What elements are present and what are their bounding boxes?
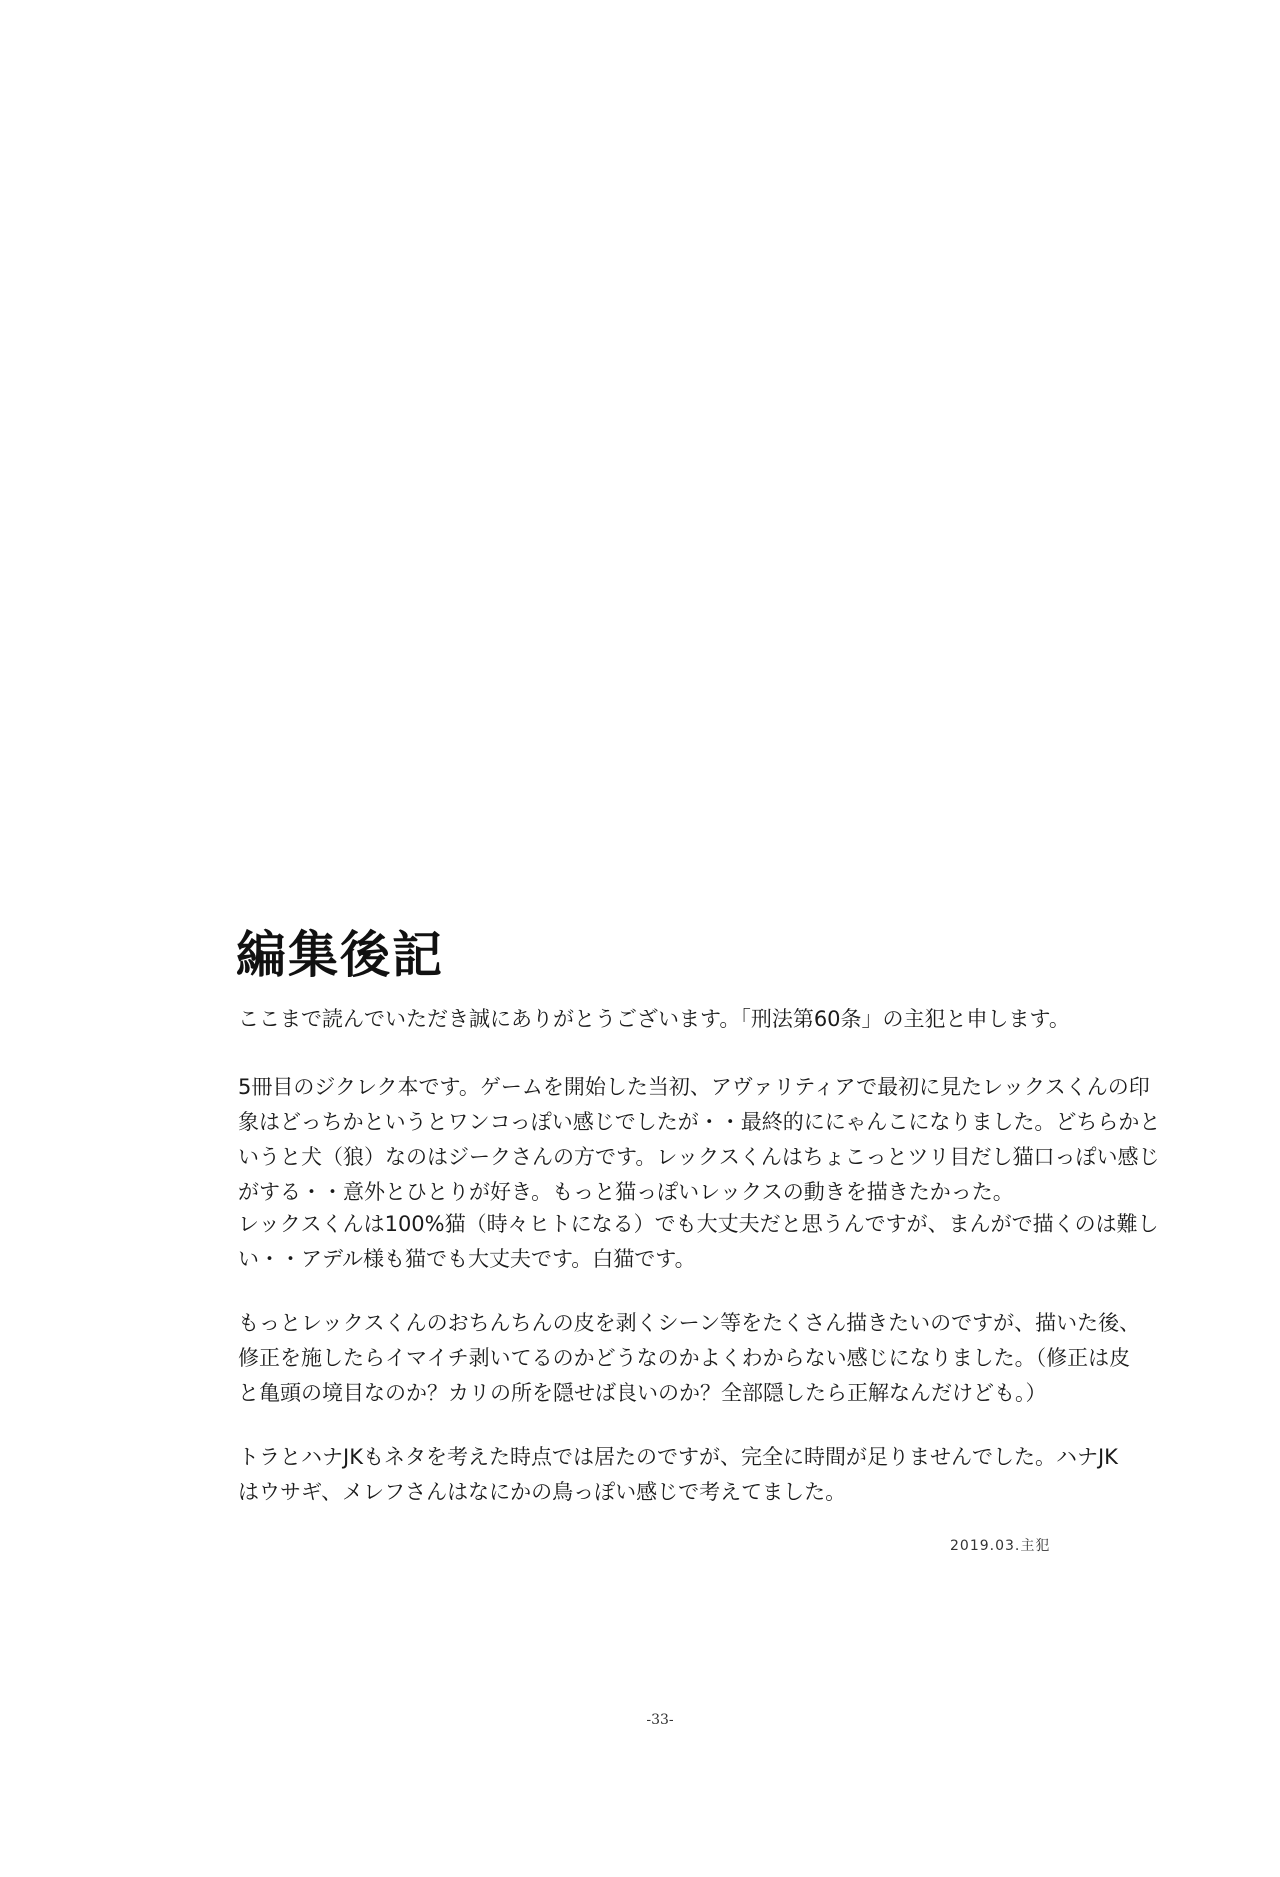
text-line: と亀頭の境目なのか？カリの所を隠せば良いのか？全部隠したら正解なんだけども。）	[238, 1381, 1047, 1405]
text-line: はウサギ、メレフさんはなにかの鳥っぽい感じで考えてました。	[238, 1480, 847, 1504]
text-line: い・・アデル様も猫でも大丈夫です。白猫です。	[238, 1247, 696, 1271]
text-line: トラとハナJKもネタを考えた時点では居たのですが、完全に時間が足りませんでした。ハナJK	[238, 1445, 1118, 1469]
text-line: レックスくんは100%猫（時々ヒトになる）でも大丈夫だと思うんですが、まんがで描くのは難し	[238, 1212, 1159, 1236]
paragraph-cat-comment	[238, 1207, 1159, 1277]
text-line: がする・・意外とひとりが好き。もっと猫っぽいレックスの動きを描きたかった。	[238, 1180, 1014, 1204]
paragraph-drawing-comment	[238, 1306, 1141, 1411]
author-signature: 2019.03.主犯	[950, 1538, 1051, 1554]
text-line: 象はどっちかというとワンコっぽい感じでしたが・・最終的ににゃんこになりました。どちらかと	[238, 1110, 1161, 1134]
text-line: いうと犬（狼）なのはジークさんの方です。レックスくんはちょこっとツリ目だし猫口っぽい感じ	[238, 1145, 1160, 1169]
text-line: ここまで読んでいただき誠にありがとうございます。「刑法第60条」の主犯と申します。	[238, 1007, 1070, 1031]
text-line: もっとレックスくんのおちんちんの皮を剥くシーン等をたくさん描きたいのですが、描いた後、	[238, 1311, 1141, 1335]
paragraph-greeting	[238, 1002, 1070, 1037]
page-title: 編集後記	[236, 925, 444, 984]
page-number: -33-	[646, 1712, 674, 1728]
text-line: 5冊目のジクレク本です。ゲームを開始した当初、アヴァリティアで最初に見たレックスくんの印	[238, 1075, 1150, 1099]
paragraph-closing	[238, 1440, 1118, 1510]
paragraph-book-intro	[238, 1070, 1161, 1210]
text-line: 修正を施したらイマイチ剥いてるのかどうなのかよくわからない感じになりました。（修正は皮	[238, 1346, 1131, 1370]
